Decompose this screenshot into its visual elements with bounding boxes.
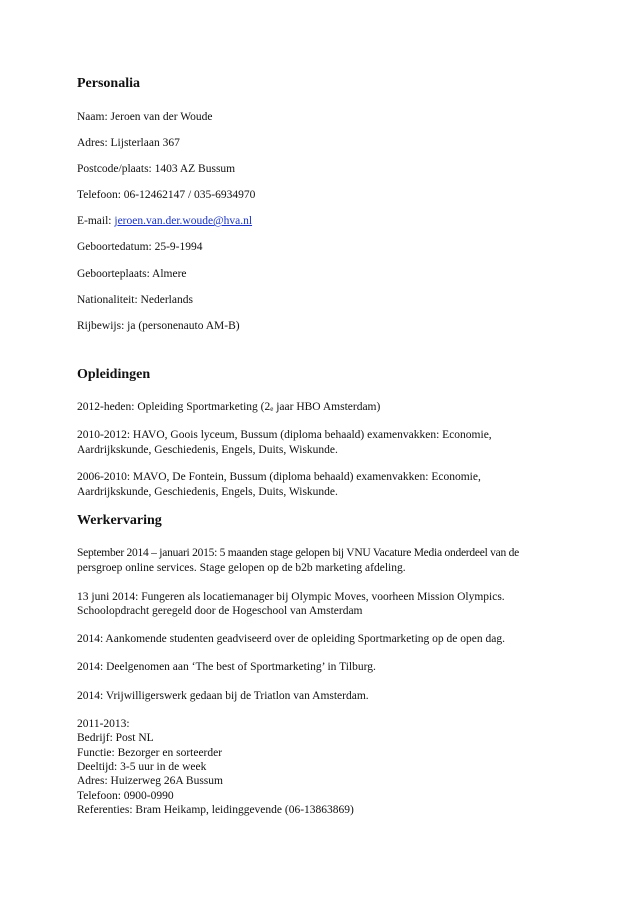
email-label: E-mail: [77, 215, 115, 227]
werk-item-1-line-1: September 2014 – januari 2015: 5 maanden stage gelopen bij VNU Vacature Media onderdeel van de [77, 547, 520, 559]
werk-item-6-period: 2011-2013: [77, 718, 130, 730]
postcode-line: Postcode/plaats: 1403 AZ Bussum [77, 163, 236, 175]
werk-item-6-deeltijd: Deeltijd: 3-5 uur in de week [77, 761, 207, 773]
opleiding-item-3-line-2: Aardrijkskunde, Geschiedenis, Engels, Duits, Wiskunde. [77, 486, 338, 498]
opleiding-item-1-sub: e [270, 405, 274, 413]
opleiding-item-3-line-1: 2006-2010: MAVO, De Fontein, Bussum (diploma behaald) examenvakken: Economie, [77, 471, 481, 483]
werk-item-4: 2014: Deelgenomen aan ‘The best of Sportmarketing’ in Tilburg. [77, 661, 376, 673]
opleiding-item-1-post: jaar HBO Amsterdam) [273, 401, 381, 413]
werkervaring-heading: Werkervaring [77, 513, 162, 528]
werk-item-6-adres: Adres: Huizerweg 26A Bussum [77, 775, 223, 787]
werk-item-1-line-2: persgroep online services. Stage gelopen op de b2b marketing afdeling. [77, 562, 406, 574]
werk-item-6-referenties: Referenties: Bram Heikamp, leidinggevende (06-13863869) [77, 804, 354, 816]
nationaliteit-line: Nationaliteit: Nederlands [77, 294, 193, 306]
werk-item-6-functie: Functie: Bezorger en sorteerder [77, 747, 223, 759]
email-line [77, 214, 252, 228]
rijbewijs-line: Rijbewijs: ja (personenauto AM-B) [77, 320, 240, 332]
telefoon-line: Telefoon: 06-12462147 / 035-6934970 [77, 189, 256, 201]
werk-item-5: 2014: Vrijwilligerswerk gedaan bij de Triatlon van Amsterdam. [77, 690, 369, 702]
naam-line: Naam: Jeroen van der Woude [77, 111, 213, 123]
opleiding-item-2-line-1: 2010-2012: HAVO, Goois lyceum, Bussum (diploma behaald) examenvakken: Economie, [77, 429, 492, 441]
werk-item-3: 2014: Aankomende studenten geadviseerd over de opleiding Sportmarketing op de open dag. [77, 633, 505, 645]
geboortedatum-line: Geboortedatum: 25-9-1994 [77, 241, 203, 253]
adres-line: Adres: Lijsterlaan 367 [77, 137, 180, 149]
geboorteplaats-line: Geboorteplaats: Almere [77, 268, 187, 280]
opleiding-item-1 [77, 400, 380, 416]
opleidingen-heading: Opleidingen [77, 367, 151, 382]
personalia-heading: Personalia [77, 76, 140, 91]
werk-item-2-line-2: Schoolopdracht geregeld door de Hogeschool van Amsterdam [77, 605, 363, 617]
email-link[interactable]: jeroen.van.der.woude@hva.nl [114, 215, 253, 227]
werk-item-6-telefoon: Telefoon: 0900-0990 [77, 790, 174, 802]
opleiding-item-2-line-2: Aardrijkskunde, Geschiedenis, Engels, Duits, Wiskunde. [77, 444, 338, 456]
werk-item-6-bedrijf: Bedrijf: Post NL [77, 732, 154, 744]
werk-item-2-line-1: 13 juni 2014: Fungeren als locatiemanager bij Olympic Moves, voorheen Mission Olympics. [77, 591, 505, 603]
opleiding-item-1-pre: 2012-heden: Opleiding Sportmarketing (2 [77, 401, 271, 413]
